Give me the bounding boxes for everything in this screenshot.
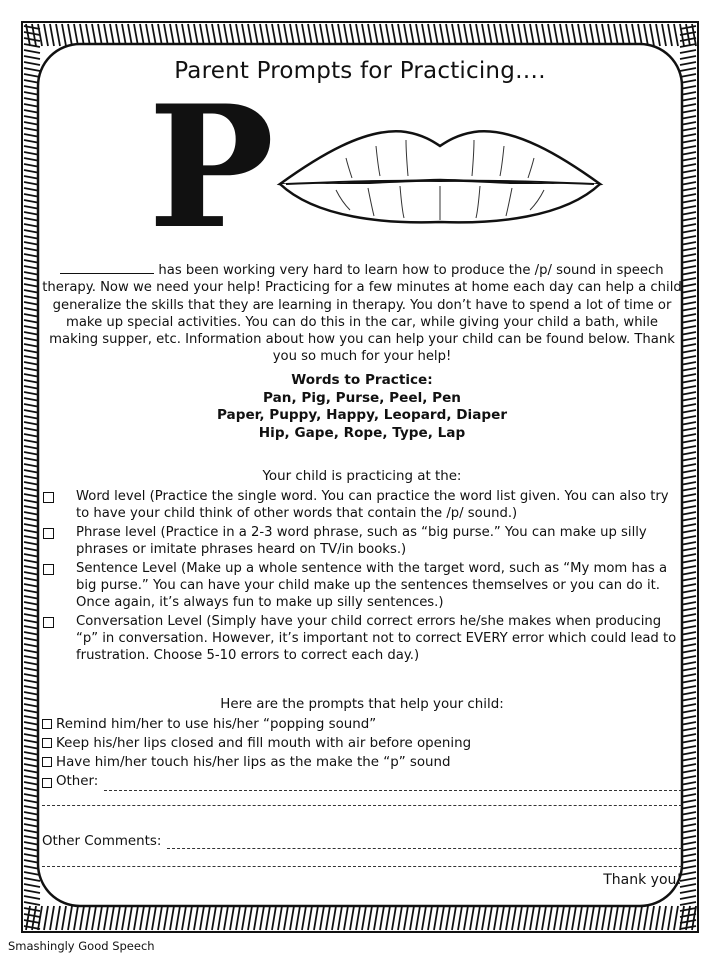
thank-you: Thank you! <box>603 872 682 888</box>
level-text: Word level (Practice the single word. You can practice the word list given. You can also try to have your child think of other words that contain the /p/ sound.) <box>76 489 669 521</box>
word-line: Hip, Gape, Rope, Type, Lap <box>258 424 466 441</box>
checkbox[interactable] <box>42 778 52 788</box>
word-line: Pan, Pig, Purse, Peel, Pen <box>263 389 461 406</box>
levels-heading: Your child is practicing at the: <box>262 469 462 484</box>
prompt-item <box>42 734 682 753</box>
levels-list <box>40 488 680 666</box>
prompts-heading: Here are the prompts that help your child: <box>220 697 504 712</box>
checkbox[interactable] <box>42 738 52 748</box>
prompt-item <box>42 715 682 734</box>
words-heading: Words to Practice: <box>291 372 433 388</box>
lips-illustration <box>276 118 604 226</box>
page-title: Parent Prompts for Practicing…. <box>174 58 546 84</box>
checkbox[interactable] <box>43 528 54 539</box>
level-conversation <box>40 613 680 664</box>
checkbox[interactable] <box>42 757 52 767</box>
level-phrase <box>40 524 680 558</box>
checkbox[interactable] <box>43 564 54 575</box>
comments-extra-line[interactable] <box>42 866 682 867</box>
other-extra-line[interactable] <box>42 805 682 806</box>
words-to-practice <box>42 372 682 442</box>
comments-label: Other Comments: <box>42 834 162 849</box>
level-sentence <box>40 560 680 611</box>
intro-text: has been working very hard to learn how to produce the /p/ sound in speech therapy. Now we need your help! Practicing for a few minutes at home each day can help a child generalize the skills that they are learning in therapy. You don’t have to spend a lot of time or make up special activities. You can do this in the car, while giving your child a bath, while making supper, etc. Information about how you can help your child can be found below. Thank you so much for your help! <box>42 263 682 365</box>
checkbox[interactable] <box>43 617 54 628</box>
comments-row <box>42 834 682 849</box>
child-name-blank <box>60 262 154 274</box>
checkbox[interactable] <box>43 492 54 503</box>
other-write-line[interactable] <box>104 779 682 791</box>
target-letter: P <box>148 68 275 266</box>
level-word <box>40 488 680 522</box>
checkbox[interactable] <box>42 719 52 729</box>
level-text: Sentence Level (Make up a whole sentence with the target word, such as “My mom has a big purse.” You can have your child make up the sentences themselves or you can do it. Once again, it’s always fun to make up silly sentences.) <box>76 561 668 610</box>
level-text: Conversation Level (Simply have your child correct errors he/she makes when producing “p” in conversation. However, it’s important not to correct EVERY error which could lead to frustration. Choose 5-10 errors to correct each day.) <box>76 614 677 663</box>
prompt-other <box>42 772 682 791</box>
prompt-text: Remind him/her to use his/her “popping sound” <box>56 717 377 732</box>
comments-write-line[interactable] <box>167 837 682 849</box>
prompt-item <box>42 753 682 772</box>
prompt-text: Keep his/her lips closed and fill mouth with air before opening <box>56 736 472 751</box>
prompt-text: Have him/her touch his/her lips as the make the “p” sound <box>56 755 451 770</box>
level-text: Phrase level (Practice in a 2-3 word phrase, such as “big purse.” You can make up silly phrases or imitate phrases heard on TV/in books.) <box>76 525 647 557</box>
prompts-list <box>42 715 682 806</box>
other-label: Other: <box>56 774 99 789</box>
intro-paragraph <box>42 262 682 366</box>
word-line: Paper, Puppy, Happy, Leopard, Diaper <box>216 407 508 423</box>
footer-credit: Smashingly Good Speech <box>8 939 155 953</box>
